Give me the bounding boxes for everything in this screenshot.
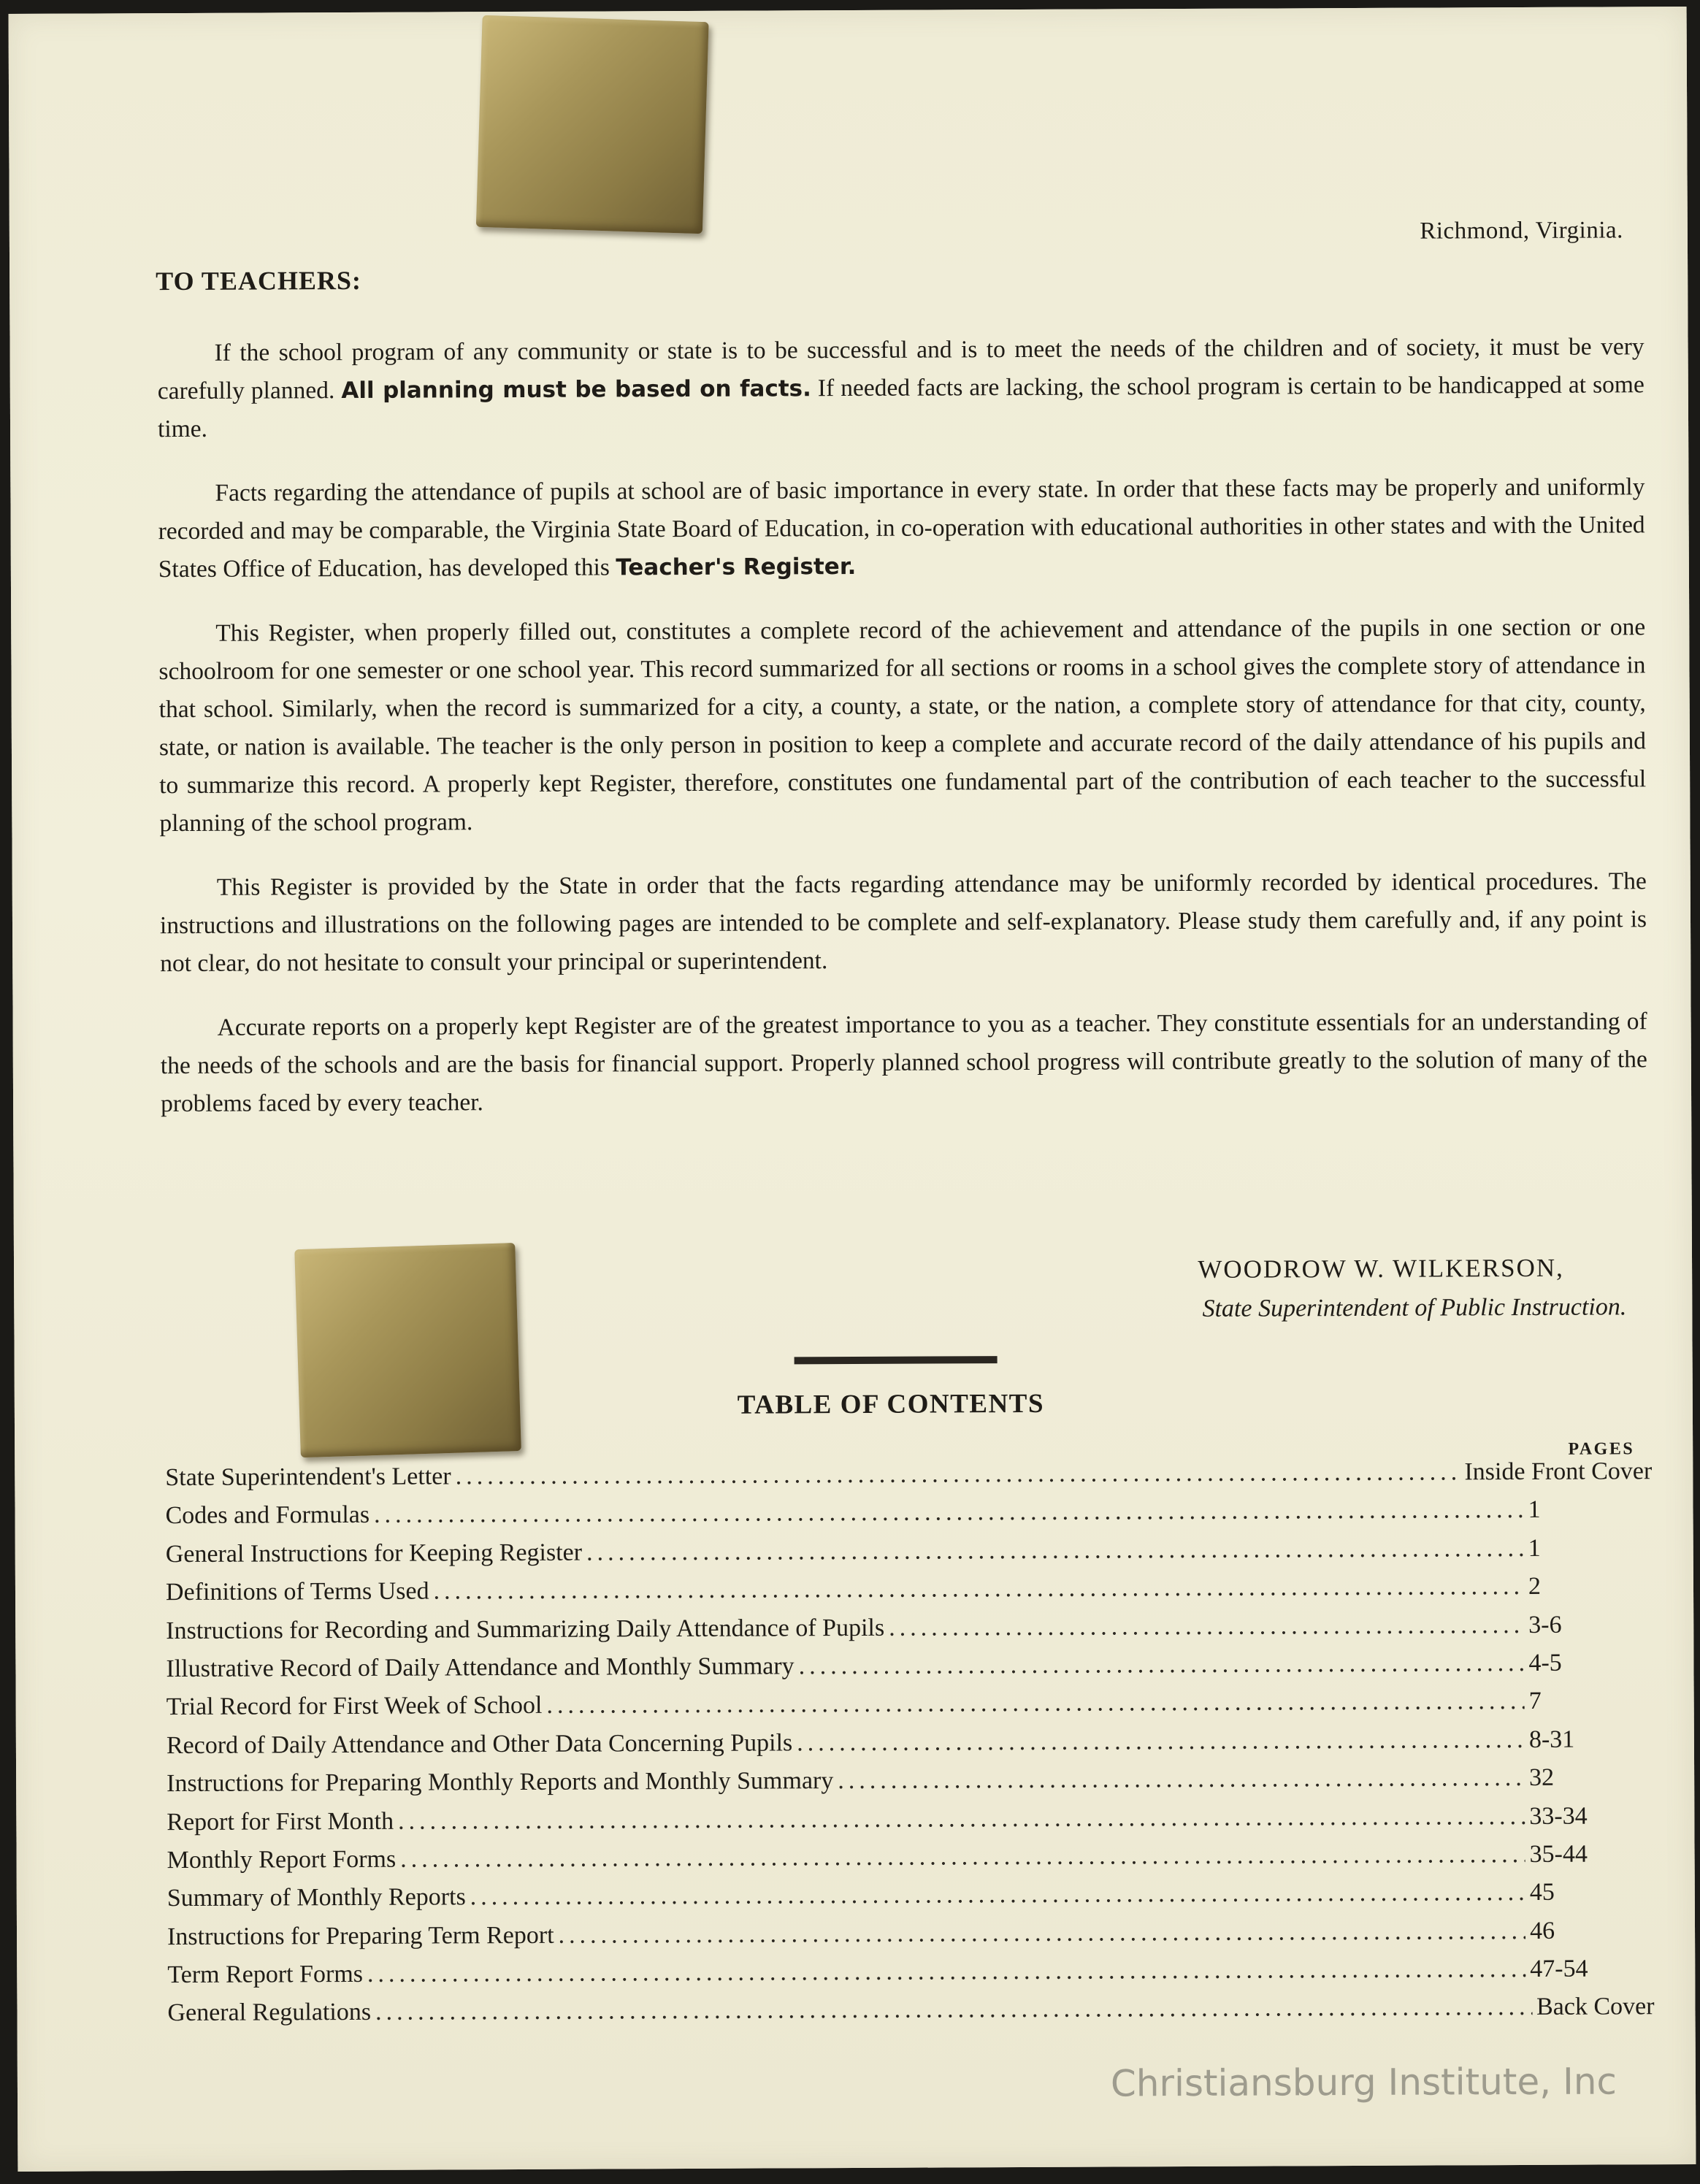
letter-paragraph-2: Facts regarding the attendance of pupils at school are of basic importance in every state. In order that these facts may be properly and uniformly recorded and may be comparable, the Virginia State Board of Education, in co-operation with educational authorities in other states and with the United States Office of Education, has developed this Teacher's Register. [158,473,1645,583]
toc-entry-page: 46 [1529,1917,1555,1944]
toc-leader-dots [797,1726,1525,1757]
toc-entry-label: Definitions of Terms Used [165,1577,429,1606]
toc-entry [166,1725,1653,1770]
toc-entry-page: 3-6 [1528,1611,1562,1639]
toc-leader-dots [470,1879,1525,1911]
bold-phrase: All planning must be based on facts. [341,375,811,405]
toc-entry [167,1993,1654,2038]
toc-title: TABLE OF CONTENTS [737,1388,1045,1420]
toc-entry-page: 8-31 [1528,1725,1575,1753]
toc-entry [166,1611,1653,1655]
toc-entry-label: Instructions for Preparing Monthly Reports and Monthly Summary [166,1767,834,1798]
signatory-title: State Superintendent of Public Instruction. [1202,1293,1627,1322]
toc-entry-label: Instructions for Recording and Summarizing Daily Attendance of Pupils [166,1614,885,1644]
toc-entry-page: 1 [1528,1496,1541,1524]
toc-entry-label: Record of Daily Attendance and Other Data Concerning Pupils [166,1729,793,1759]
toc-entry-label: Codes and Formulas [165,1501,370,1530]
toc-entry [165,1496,1652,1541]
brass-clip-bottom [294,1243,521,1457]
toc-entry [166,1572,1653,1617]
toc-leader-dots [375,1993,1532,2026]
toc-entry-label: Monthly Report Forms [166,1845,397,1874]
toc-entry-label: General Instructions for Keeping Register [165,1539,583,1568]
toc-entry-page: 7 [1528,1687,1542,1715]
toc-entry-label: Summary of Monthly Reports [166,1883,466,1912]
watermark: Christiansburg Institute, Inc [1110,2060,1617,2105]
toc-entry-page: 1 [1528,1534,1541,1562]
toc-leader-dots [838,1764,1525,1795]
toc-leader-dots [546,1687,1524,1720]
toc-leader-dots [398,1803,1525,1836]
toc-leader-dots [367,1955,1525,1988]
toc-entry-label: Report for First Month [166,1807,394,1836]
section-divider [795,1356,998,1364]
toc-entry-page: 2 [1528,1573,1542,1601]
toc-leader-dots [456,1458,1460,1490]
toc-leader-dots [433,1573,1524,1606]
toc-entry-label: Trial Record for First Week of School [166,1692,543,1721]
toc-entry [166,1687,1653,1732]
toc-leader-dots [889,1612,1524,1642]
toc-entry-page: Back Cover [1536,1993,1655,2021]
toc-entry [167,1840,1654,1885]
toc-entry-page: 33-34 [1529,1802,1588,1830]
toc-entry [167,1879,1654,1923]
toc-leader-dots [400,1841,1525,1874]
toc-entry-page: 47-54 [1530,1955,1588,1983]
toc-entry [166,1534,1653,1579]
toc-entry-page: 35-44 [1529,1840,1588,1868]
toc-entry-page: 45 [1529,1879,1555,1907]
document-page [9,7,1696,2172]
letter-body [157,328,1647,1149]
toc-entry [167,1955,1654,1999]
toc-pages-header: PAGES [1568,1439,1635,1459]
toc-entry [166,1649,1653,1693]
toc-leader-dots [559,1917,1526,1950]
toc-leader-dots [799,1650,1525,1680]
salutation: TO TEACHERS: [156,265,362,296]
bold-phrase: Teacher's Register. [616,553,857,581]
letter-paragraph-5: Accurate reports on a properly kept Register are of the greatest importance to you as a teacher. They constitute essentials for an understanding of the needs of the schools and are the basis for financial support. Properly planned school progress will contribute greatly to the solution of many of the problems faced by every teacher. [160,1008,1647,1118]
toc-entry-label: Instructions for Preparing Term Report [166,1921,554,1950]
toc-entry-label: State Superintendent's Letter [165,1463,451,1492]
toc-entry-label: General Regulations [167,1999,372,2027]
toc-entry [165,1457,1652,1502]
toc-entry-label: Illustrative Record of Daily Attendance and Monthly Summary [166,1652,795,1683]
toc-entry-label: Term Report Forms [167,1961,364,1989]
toc-entry-page: 4-5 [1528,1649,1562,1677]
toc-leader-dots [374,1496,1524,1529]
letter-paragraph-1: If the school program of any community or state is to be successful and is to meet the needs of the children and of society, it must be very carefully planned. All planning must be based on facts. If needed facts are lacking, the school program is certain to be handicapped at some time. [157,333,1645,443]
signatory-name: WOODROW W. WILKERSON, [1198,1253,1564,1284]
toc-entry [166,1763,1653,1808]
toc-entry [167,1917,1654,1961]
toc-leader-dots [586,1535,1524,1567]
location-line: Richmond, Virginia. [1420,217,1623,245]
signature-block [1198,1246,1626,1327]
toc-entry-page: Inside Front Cover [1464,1457,1653,1486]
letter-paragraph-3: This Register, when properly filled out, constitutes a complete record of the achievement and attendance of the pupils in one section or one schoolroom for one semester or one school year. This record summarized for all sections or rooms in a school gives the complete story of attendance in that school. Similarly, when the record is summarized for a city, a county, a state, or the nation, a complete story of attendance for that city, county, state, or nation is available. The teacher is the only person in position to keep a complete and accurate record of the daily attendance of his pupils and to summarize this record. A properly kept Register, therefore, constitutes one fundamental part of the contribution of each teacher to the successful planning of the school program. [158,613,1647,838]
toc-entry-page: 32 [1529,1763,1555,1792]
toc-entry [166,1802,1653,1847]
brass-clip-top [476,15,709,234]
table-of-contents [165,1457,1654,2038]
letter-paragraph-4: This Register is provided by the State in order that the facts regarding attendance may be uniformly recorded by identical procedures. The instructions and illustrations on the following pages are intended to be complete and self-explanatory. Please study them carefully and, if any point is not clear, do not hesitate to consult your principal or superintendent. [159,867,1647,978]
